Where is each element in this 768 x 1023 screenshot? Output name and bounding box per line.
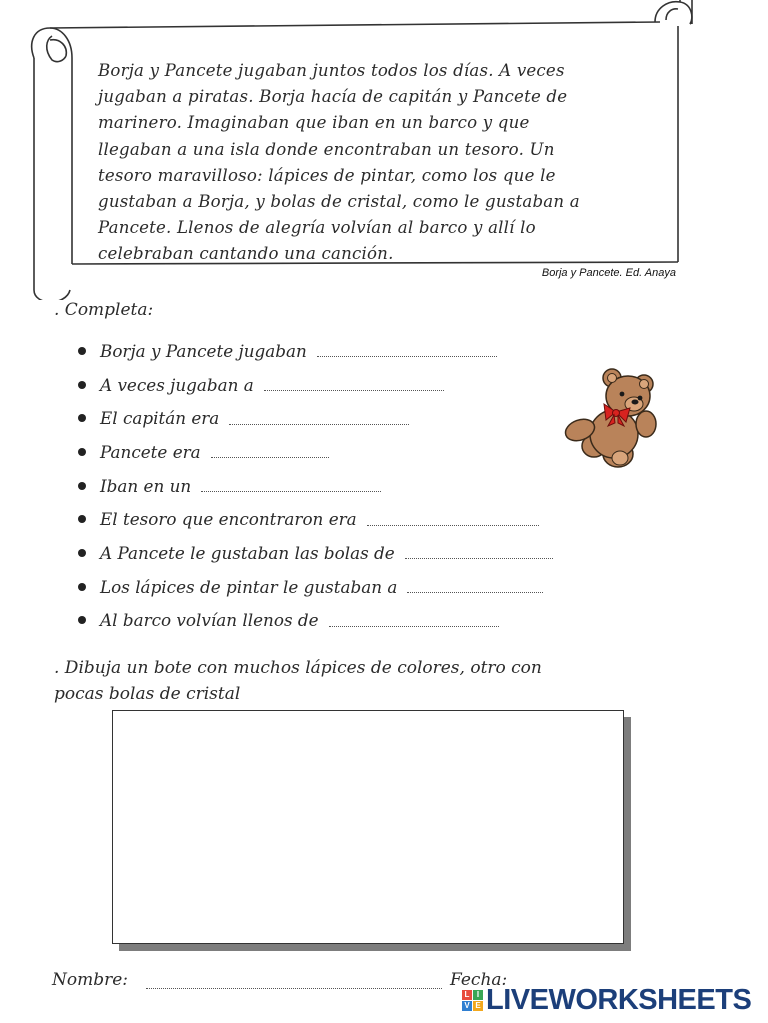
completion-list	[78, 334, 553, 637]
answer-blank[interactable]	[407, 592, 543, 593]
story-line: gustaban a Borja, y bolas de cristal, como le gustaban a	[98, 192, 580, 212]
answer-blank[interactable]	[367, 525, 539, 526]
list-item	[78, 536, 553, 570]
story-line: tesoro maravilloso: lápices de pintar, como los que le	[98, 165, 556, 185]
teddy-bear-icon	[560, 368, 660, 472]
item-prompt: Los lápices de pintar le gustaban a	[100, 576, 398, 597]
liveworksheets-logo	[462, 984, 751, 1017]
story-line: jugaban a piratas. Borja hacía de capitán y Pancete de	[98, 87, 568, 107]
item-prompt: A veces jugaban a	[100, 374, 254, 395]
list-item	[78, 368, 553, 402]
date-label: Fecha:	[450, 970, 508, 990]
logo-letter-e: E	[473, 1001, 483, 1011]
item-prompt: A Pancete le gustaban las bolas de	[100, 542, 395, 563]
answer-blank[interactable]	[405, 558, 553, 559]
answer-blank[interactable]	[229, 424, 409, 425]
story-text	[98, 58, 678, 268]
logo-letter-i: I	[473, 990, 483, 1000]
list-item	[78, 469, 553, 503]
bullet-icon	[78, 347, 86, 355]
list-item	[78, 604, 553, 638]
bullet-icon	[78, 482, 86, 490]
exercise2-heading-line1: . Dibuja un bote con muchos lápices de colores, otro con	[54, 658, 542, 678]
list-item	[78, 401, 553, 435]
item-prompt: Iban en un	[100, 475, 192, 496]
story-line: Borja y Pancete jugaban juntos todos los días. A veces	[98, 61, 565, 80]
story-line: Pancete. Llenos de alegría volvían al barco y allí lo	[98, 218, 536, 238]
item-prompt: El capitán era	[100, 408, 220, 429]
bullet-icon	[78, 515, 86, 523]
answer-blank[interactable]	[201, 491, 381, 492]
answer-blank[interactable]	[264, 390, 444, 391]
answer-blank[interactable]	[329, 626, 499, 627]
story-line: marinero. Imaginaban que iban en un barco y que	[98, 113, 530, 133]
name-blank[interactable]	[146, 988, 442, 989]
bullet-icon	[78, 583, 86, 591]
item-prompt: Al barco volvían llenos de	[100, 610, 319, 631]
answer-blank[interactable]	[211, 457, 329, 458]
drawing-area[interactable]	[112, 710, 624, 944]
item-prompt: Borja y Pancete jugaban	[100, 340, 307, 361]
list-item	[78, 435, 553, 469]
list-item	[78, 334, 553, 368]
exercise2-heading-line2: pocas bolas de cristal	[54, 684, 241, 704]
logo-letter-l: L	[462, 990, 472, 1000]
item-prompt: El tesoro que encontraron era	[100, 509, 357, 530]
bullet-icon	[78, 381, 86, 389]
liveworksheets-icon	[462, 990, 483, 1011]
story-line: celebraban cantando una canción.	[98, 244, 394, 264]
bullet-icon	[78, 616, 86, 624]
story-credit: Borja y Pancete. Ed. Anaya	[541, 267, 676, 279]
item-prompt: Pancete era	[100, 441, 201, 462]
answer-blank[interactable]	[317, 356, 497, 357]
bullet-icon	[78, 414, 86, 422]
bullet-icon	[78, 448, 86, 456]
name-label: Nombre:	[52, 970, 129, 990]
list-item	[78, 570, 553, 604]
logo-letter-v: V	[462, 1001, 472, 1011]
bullet-icon	[78, 549, 86, 557]
exercise1-heading: . Completa:	[54, 300, 154, 320]
list-item	[78, 502, 553, 536]
liveworksheets-wordmark: LIVEWORKSHEETS	[486, 984, 752, 1016]
story-line: llegaban a una isla donde encontraban un tesoro. Un	[98, 139, 555, 159]
